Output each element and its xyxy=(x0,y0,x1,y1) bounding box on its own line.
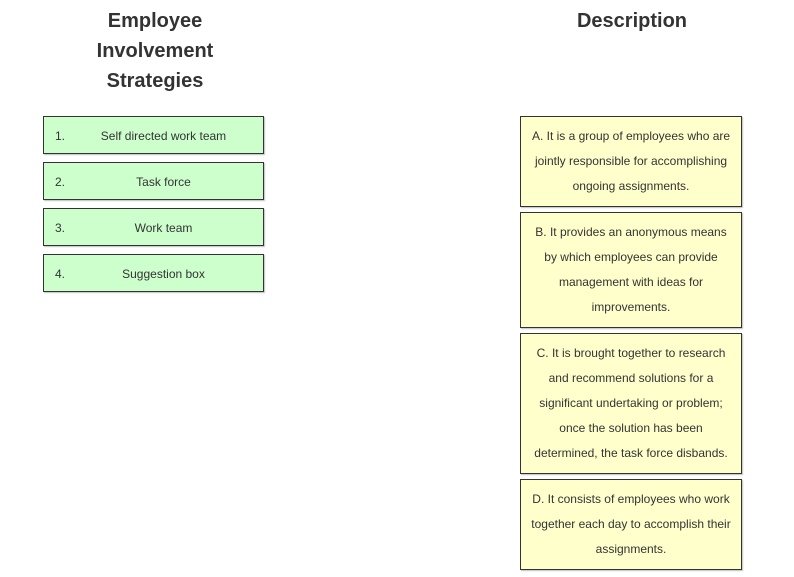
strategies-heading xyxy=(55,6,255,96)
description-card-b[interactable]: B. It provides an anonymous means by which employees can provide management with ideas for improvements. xyxy=(520,212,742,328)
strategies-heading-line-2: Involvement xyxy=(96,40,214,62)
strategy-number: 2. xyxy=(55,175,66,189)
strategy-label: Self directed work team xyxy=(100,129,227,143)
description-card-a[interactable]: A. It is a group of employees who are jointly responsible for accomplishing ongoing assignments. xyxy=(520,116,742,207)
strategy-number: 4. xyxy=(55,267,66,281)
description-card-c[interactable]: C. It is brought together to research and recommend solutions for a significant undertaking or problem; once the solution has been determined, the task force disbands. xyxy=(520,333,742,474)
strategy-item-3[interactable] xyxy=(43,208,264,246)
strategy-item-4[interactable] xyxy=(43,254,264,292)
strategy-label: Task force xyxy=(136,175,191,189)
strategy-item-2[interactable] xyxy=(43,162,264,200)
strategy-label: Work team xyxy=(134,221,193,235)
strategy-number: 1. xyxy=(55,129,66,143)
description-card-d[interactable]: D. It consists of employees who work together each day to accomplish their assignments. xyxy=(520,479,742,570)
description-heading: Description xyxy=(576,10,688,32)
strategies-heading-line-3: Strategies xyxy=(106,70,204,92)
strategies-heading-line-1: Employee xyxy=(107,10,203,32)
strategy-item-1[interactable] xyxy=(43,116,264,154)
strategy-label: Suggestion box xyxy=(122,267,205,281)
strategy-number: 3. xyxy=(55,221,66,235)
